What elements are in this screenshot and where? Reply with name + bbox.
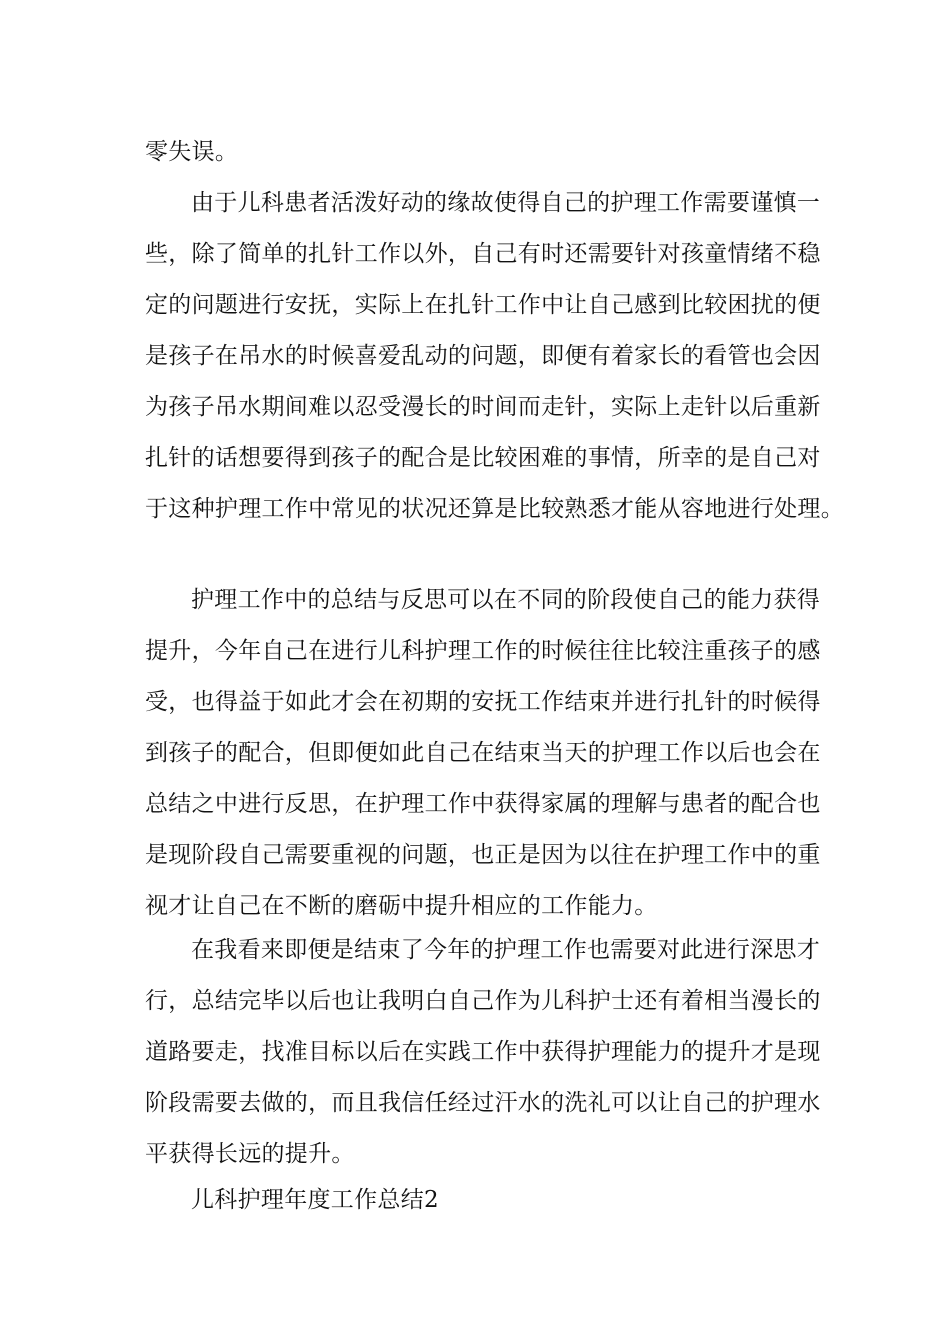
section-title: 儿科护理年度工作总结2 bbox=[191, 1187, 439, 1213]
section-heading bbox=[145, 1175, 825, 1226]
text-line: 道路要走，找准目标以后在实践工作中获得护理能力的提升才是现 bbox=[145, 1039, 821, 1065]
paragraph-future-outlook bbox=[145, 925, 825, 1180]
text-line: 于这种护理工作中常见的状况还算是比较熟悉才能从容地进行处理。 bbox=[145, 496, 844, 522]
text-line: 行，总结完毕以后也让我明白自己作为儿科护士还有着相当漫长的 bbox=[145, 988, 821, 1014]
text-line: 总结之中进行反思，在护理工作中获得家属的理解与患者的配合也 bbox=[145, 791, 821, 817]
text-line: 阶段需要去做的，而且我信任经过汗水的洗礼可以让自己的护理水 bbox=[145, 1090, 821, 1116]
text-line: 由于儿科患者活泼好动的缘故使得自己的护理工作需要谨慎一 bbox=[191, 190, 821, 216]
paragraph-summary-reflection bbox=[145, 575, 825, 932]
text-line: 护理工作中的总结与反思可以在不同的阶段使自己的能力获得 bbox=[191, 587, 821, 613]
text-line: 视才让自己在不断的磨砺中提升相应的工作能力。 bbox=[145, 893, 658, 919]
paragraph-child-restlessness bbox=[145, 178, 844, 535]
text-line: 扎针的话想要得到孩子的配合是比较困难的事情，所幸的是自己对 bbox=[145, 445, 821, 471]
text-line: 平获得长远的提升。 bbox=[145, 1141, 355, 1167]
text-line: 是孩子在吊水的时候喜爱乱动的问题，即便有着家长的看管也会因 bbox=[145, 343, 821, 369]
text-line: 零失误。 bbox=[145, 139, 239, 165]
text-line: 提升，今年自己在进行儿科护理工作的时候往往比较注重孩子的感 bbox=[145, 638, 821, 664]
text-line: 些，除了简单的扎针工作以外，自己有时还需要针对孩童情绪不稳 bbox=[145, 241, 821, 267]
text-line: 是现阶段自己需要重视的问题，也正是因为以往在护理工作中的重 bbox=[145, 842, 821, 868]
paragraph-continuation bbox=[145, 127, 825, 178]
text-line: 到孩子的配合，但即便如此自己在结束当天的护理工作以后也会在 bbox=[145, 740, 821, 766]
text-line: 定的问题进行安抚，实际上在扎针工作中让自己感到比较困扰的便 bbox=[145, 292, 821, 318]
text-line: 受，也得益于如此才会在初期的安抚工作结束并进行扎针的时候得 bbox=[145, 689, 821, 715]
text-line: 在我看来即便是结束了今年的护理工作也需要对此进行深思才 bbox=[191, 937, 821, 963]
text-line: 为孩子吊水期间难以忍受漫长的时间而走针，实际上走针以后重新 bbox=[145, 394, 821, 420]
